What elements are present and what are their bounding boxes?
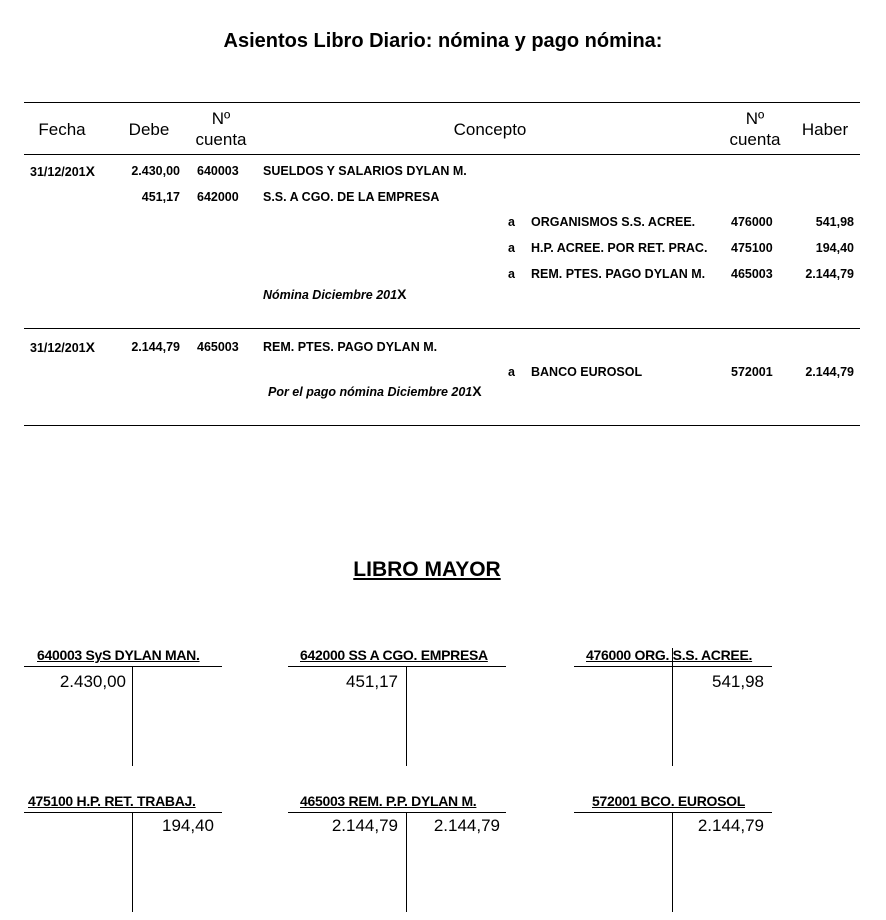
- t-account-top-line: [574, 812, 772, 813]
- entry2-credit-concept: BANCO EUROSOL: [531, 365, 643, 379]
- header-fecha: Fecha: [38, 120, 86, 139]
- diario-bottom-rule: [24, 425, 860, 426]
- header-num-label: Nº: [211, 109, 231, 128]
- header-haber: Haber: [801, 120, 849, 139]
- t-account-haber: 541,98: [712, 672, 764, 691]
- entry2-note-mark: X: [472, 383, 482, 399]
- mayor-title: LIBRO MAYOR: [353, 558, 501, 581]
- entry2-credit-prefix: a: [508, 365, 515, 379]
- t-account-divider: [406, 666, 407, 766]
- entry2-debit-amount: 2.144,79: [131, 340, 180, 354]
- t-account-haber: 2.144,79: [433, 816, 500, 835]
- entry2-note: [268, 383, 482, 401]
- diario-header-rule: [24, 154, 860, 155]
- entry1-note-text: Nómina Diciembre 201: [263, 288, 398, 302]
- t-account-name: 465003 REM. P.P. DYLAN M.: [300, 793, 477, 809]
- t-account-divider: [406, 812, 407, 912]
- entry1-note-mark: X: [397, 286, 407, 302]
- t-account-name: 572001 BCO. EUROSOL: [592, 793, 746, 809]
- t-account-divider: [132, 666, 133, 766]
- entry1-credit-amount: 2.144,79: [805, 267, 854, 281]
- entry1-debit-amount: 2.430,00: [131, 164, 180, 178]
- t-account-haber: 194,40: [162, 816, 214, 835]
- entry1-credit-amount: 541,98: [815, 215, 854, 229]
- t-account-name: 476000 ORG. S.S. ACREE.: [586, 647, 753, 663]
- entry2-date-mark: X: [85, 339, 95, 355]
- t-account-top-line: [24, 812, 222, 813]
- t-account-divider: [132, 812, 133, 912]
- entry2-debit-account: 465003: [197, 340, 239, 354]
- header-cuenta-label: cuenta: [729, 130, 781, 149]
- entry1-debit-account: 640003: [197, 164, 239, 178]
- t-account-debe: 2.430,00: [59, 672, 126, 691]
- entry1-credit-amount: 194,40: [815, 241, 854, 255]
- entry2-note-text: Por el pago nómina Diciembre 201: [268, 385, 473, 399]
- entry2-credit-amount: 2.144,79: [805, 365, 854, 379]
- header-num-cuenta-debe: [188, 108, 254, 150]
- t-account-haber: 2.144,79: [697, 816, 764, 835]
- entry2-date: [30, 339, 95, 357]
- entry1-credit-prefix: a: [508, 241, 515, 255]
- t-account-top-line: [288, 666, 506, 667]
- entry1-debit-account: 642000: [197, 190, 239, 204]
- diario-entry-separator: [24, 328, 860, 329]
- diario-title: Asientos Libro Diario: nómina y pago nómina:: [223, 30, 663, 52]
- entry1-debit-concept: S.S. A CGO. DE LA EMPRESA: [263, 190, 440, 204]
- t-account-top-line: [288, 812, 506, 813]
- entry1-credit-prefix: a: [508, 215, 515, 229]
- t-account-debe: 451,17: [346, 672, 398, 691]
- t-account-top-line: [574, 666, 772, 667]
- entry1-note: [263, 286, 406, 304]
- header-num-label: Nº: [745, 109, 765, 128]
- entry1-credit-account: 465003: [731, 267, 773, 281]
- entry1-date-text: 31/12/201: [30, 165, 86, 179]
- entry1-credit-concept: H.P. ACREE. POR RET. PRAC.: [531, 241, 708, 255]
- t-account-divider: [672, 648, 673, 766]
- t-account-top-line: [24, 666, 222, 667]
- header-concepto: Concepto: [453, 120, 527, 139]
- t-account-divider: [672, 812, 673, 912]
- entry2-debit-concept: REM. PTES. PAGO DYLAN M.: [263, 340, 438, 354]
- entry2-date-text: 31/12/201: [30, 341, 86, 355]
- header-num-cuenta-haber: [722, 108, 788, 150]
- entry1-credit-concept: REM. PTES. PAGO DYLAN M.: [531, 267, 706, 281]
- t-account-name: 642000 SS A CGO. EMPRESA: [300, 647, 488, 663]
- entry1-credit-prefix: a: [508, 267, 515, 281]
- t-account-name: 640003 SyS DYLAN MAN.: [37, 647, 200, 663]
- header-cuenta-label: cuenta: [195, 130, 247, 149]
- entry1-credit-account: 476000: [731, 215, 773, 229]
- entry1-credit-account: 475100: [731, 241, 773, 255]
- entry1-credit-concept: ORGANISMOS S.S. ACREE.: [531, 215, 696, 229]
- entry1-debit-concept: SUELDOS Y SALARIOS DYLAN M.: [263, 164, 467, 178]
- diario-top-rule: [24, 102, 860, 103]
- header-debe: Debe: [128, 120, 170, 139]
- entry1-date-mark: X: [85, 163, 95, 179]
- t-account-debe: 2.144,79: [331, 816, 398, 835]
- entry1-debit-amount: 451,17: [141, 190, 180, 204]
- entry1-date: [30, 163, 95, 181]
- t-account-name: 475100 H.P. RET. TRABAJ.: [28, 793, 196, 809]
- entry2-credit-account: 572001: [731, 365, 773, 379]
